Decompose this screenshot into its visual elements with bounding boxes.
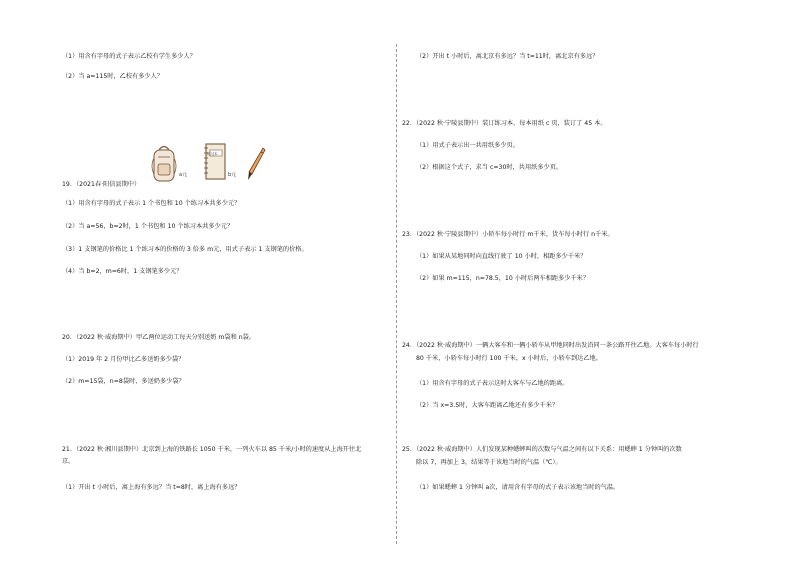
- notebook-price: b元: [228, 172, 237, 178]
- backpack-icon: [150, 144, 178, 184]
- question-title: 24．（2022 秋·威海期中）一辆大客车和一辆小轿车从甲地同时出发沿同一条公路开往乙地。大客车每小时行: [402, 342, 699, 349]
- question-part: （1）用含有字母的式子表示乙校有学生多少人？: [62, 53, 196, 60]
- question-title: 22．（2022 秋·宁陵县期中）装订练习本，每本用纸 c 页，装订了 45 本。: [402, 120, 607, 127]
- question-part: （1）用式子表示出一共用纸多少页。: [416, 142, 519, 149]
- question-part: （2）根据这个式子，求当 c=30时，共用纸多少页。: [416, 164, 563, 171]
- question-part: （1）开出 t 小时后，离上海有多远？当 t=8时，离上海有多远？: [62, 484, 241, 491]
- question-part: （2）m=15袋，n=8袋时，多送奶多少袋？: [62, 378, 185, 385]
- column-divider: [396, 44, 397, 544]
- question-part: （2）如果 m=115，n=78.5，10 小时后两车相距多少千米？: [416, 275, 590, 282]
- question-title: 25．（2022 秋·威海期中）人们发现某种蟋蟀叫的次数与气温之间有以下关系：用蟋蟀 1 分钟叫的次数: [402, 446, 682, 453]
- question-part: （2）当 x=3.5时，大客车距离乙地还有多少千米？: [416, 402, 559, 409]
- question-title: 23．（2022 秋·宁陵县期中）小轿车每小时行 m千米，货车每小时行 n千米。: [402, 231, 614, 238]
- question-part: （2）当 a=56，b=2时，1 个书包和 10 个练习本共多少元？: [62, 223, 234, 230]
- question-part: （2）开出 t 小时后，离北京有多远？当 t=11时，离北京有多远？: [416, 53, 599, 60]
- question-title: 20．（2022 秋·威海期中）甲乙两位运动工每天分别送奶 m袋和 n袋。: [62, 334, 256, 341]
- pen-icon: [246, 146, 266, 182]
- question-title-continued: 除以 7，再加上 3，结果等于该地当时的气温（℃）。: [416, 459, 562, 466]
- question-part: （1）如果从某地同时向直线行驶了 10 小时，相距多少千米？: [416, 253, 587, 260]
- question-title-continued: 京。: [62, 458, 75, 465]
- question-part: （1）如果蟋蟀 1 分钟叫 a次，请用含有字母的式子表示该地当时的气温。: [416, 484, 620, 491]
- question-part: （2）当 a=115时，乙校有多少人？: [62, 73, 163, 80]
- question-part: （4）当 b=2，m=6时，1 支钢笔多少元？: [62, 268, 183, 275]
- question-part: （1）用含有字母的式子表示这时大客车与乙地的距离。: [416, 380, 569, 387]
- question-part: （1）用含有字母的式子表示 1 个书包和 10 个练习本共多少元？: [62, 200, 241, 207]
- question-part: （3）1 支钢笔的价格比 1 个练习本的价格的 3 倍多 m元，用式子表示 1 支钢笔的价格。: [62, 246, 308, 253]
- notebook-label: 练习本: [207, 152, 218, 156]
- question-title: 19．（2021春·阳信县期中）: [62, 181, 141, 188]
- backpack-price: a元: [179, 172, 188, 178]
- notebook-icon: [203, 143, 227, 181]
- question-title: 21．（2022 秋·湘川县期中）北京到上海的铁路长 1050 千米，一列火车以 85 千米/小时的速度从上海开往北: [62, 446, 362, 453]
- question-title-continued: 80 千米，小轿车每小时行 100 千米，x 小时后，小轿车到达乙地。: [416, 355, 602, 362]
- question-part: （1）2019 年 2 月份甲比乙多送奶多少袋？: [62, 356, 185, 363]
